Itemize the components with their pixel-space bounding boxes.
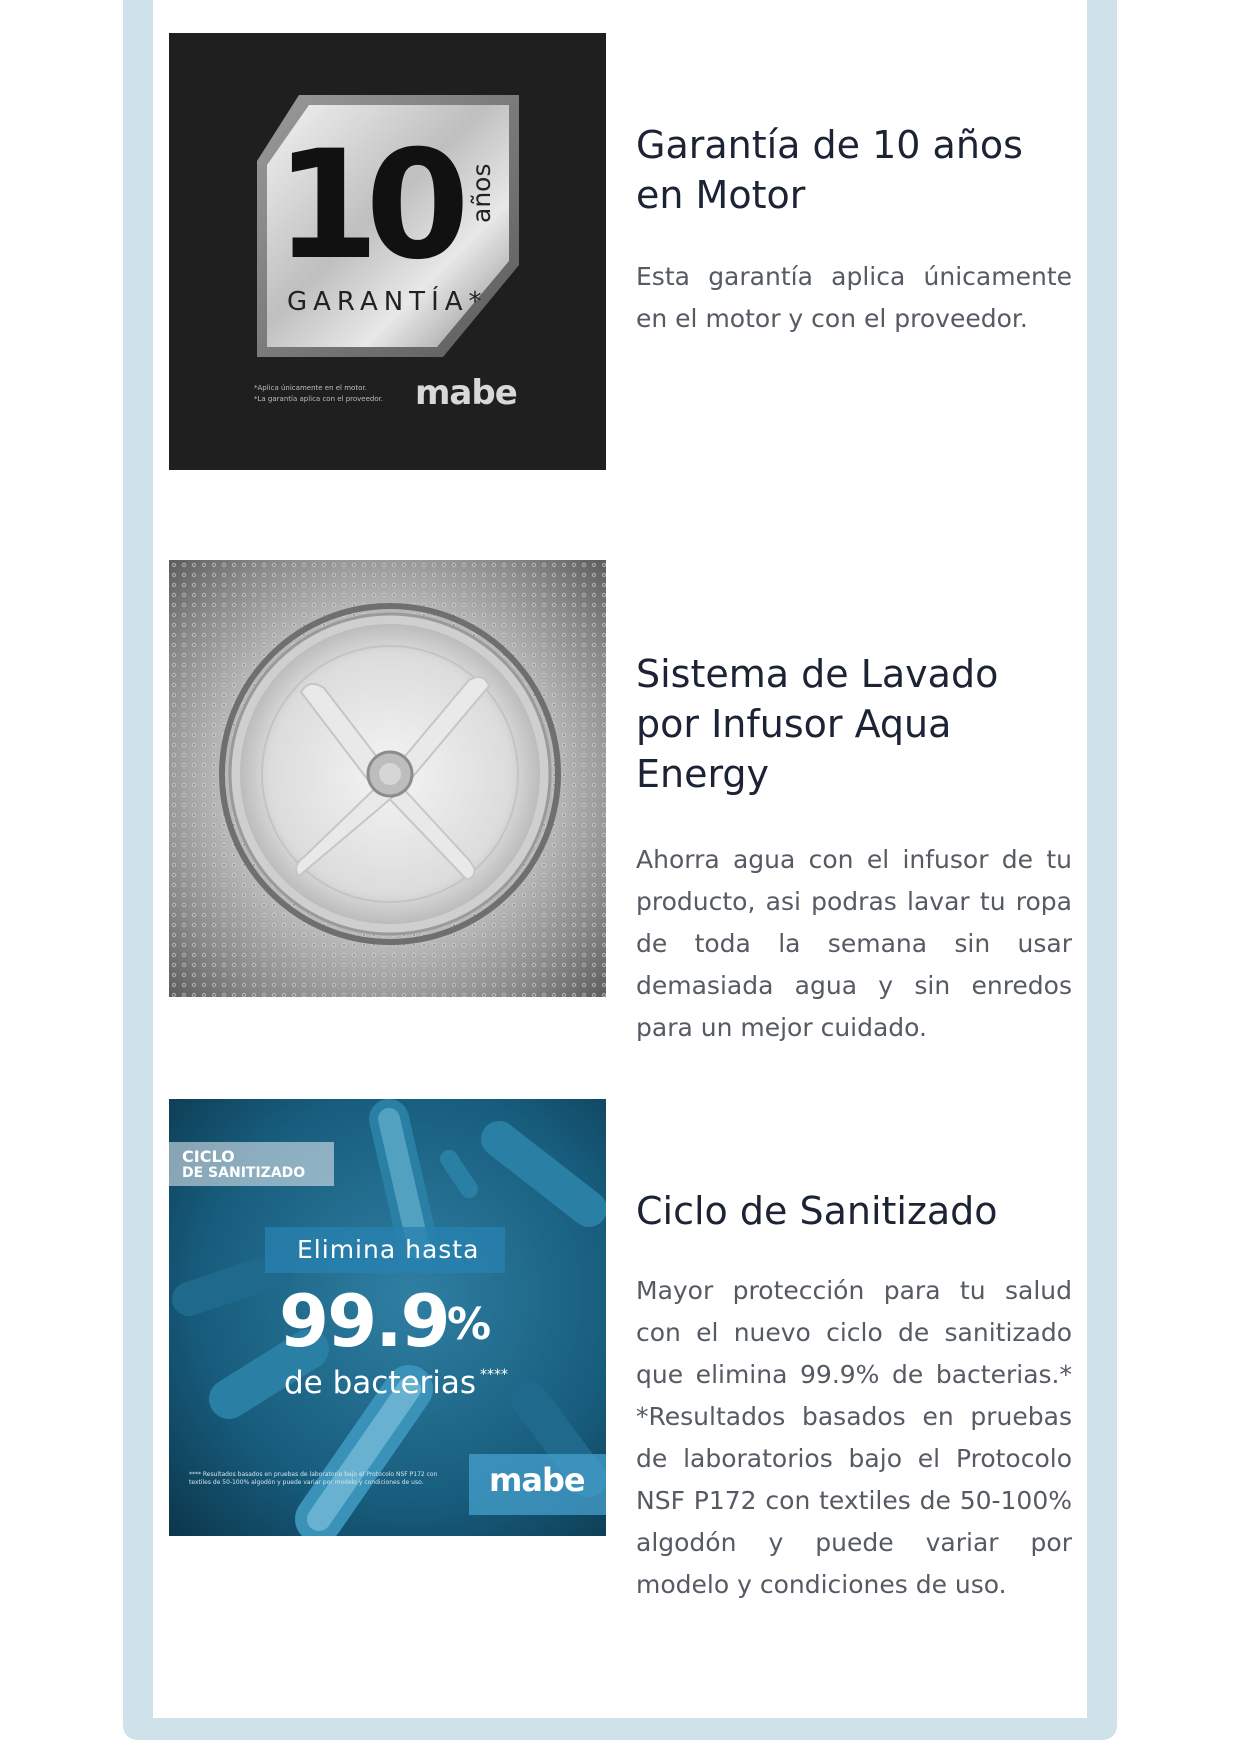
mabe-logo: mabe xyxy=(489,1461,585,1499)
bacteria-label: de bacterias xyxy=(284,1365,477,1401)
feature-title: Sistema de Lavado por Infusor Aqua Energy xyxy=(636,652,999,796)
sanitize-fine-print-1: **** Resultados basados en pruebas de laboratorio bajo el Protocolo NSF P172 con xyxy=(189,1471,438,1478)
feature-aqua-energy-text xyxy=(636,649,1072,1049)
feature-sanitizing-text xyxy=(636,1186,1072,1606)
bacteria-footnote-stars: **** xyxy=(480,1367,508,1383)
feature-title: Garantía de 10 años en Motor xyxy=(636,123,1023,217)
bacteria-image xyxy=(169,1099,606,1536)
warranty-fine-print-1: *Aplica únicamente en el motor. xyxy=(254,384,367,392)
badge-warranty-label: GARANTÍA* xyxy=(287,287,488,317)
badge-number: 10 xyxy=(275,119,456,293)
washer-drum-infusor-icon xyxy=(169,560,606,997)
feature-warranty-text xyxy=(636,120,1072,340)
drum-image xyxy=(169,560,606,997)
feature-description: Mayor protección para tu salud con el nuevo ciclo de sanitizado que elimina 99.9% de bacterias.* *Resultados basados en pruebas de laboratorios bajo el Protocolo NSF P172 con textiles de 50-100% algodón y puede variar por modelo y condiciones de uso. xyxy=(636,1276,1072,1599)
warranty-fine-print-2: *La garantía aplica con el proveedor. xyxy=(254,395,384,403)
warranty-image xyxy=(169,33,606,470)
mabe-logo: mabe xyxy=(415,373,517,413)
eliminates-text: Elimina hasta xyxy=(297,1235,480,1264)
percent-sign: % xyxy=(447,1299,492,1350)
percent-value: 99.9 xyxy=(279,1279,449,1363)
sanitize-tag-line-1: CICLO xyxy=(182,1147,235,1166)
feature-description: Ahorra agua con el infusor de tu producto, asi podras lavar tu ropa de toda la semana sin usar demasiada agua y sin enredos para un mejor cuidado. xyxy=(636,845,1072,1042)
sanitize-fine-print-2: textiles de 50-100% algodón y puede variar por modelo y condiciones de uso. xyxy=(189,1479,424,1486)
feature-description: Esta garantía aplica únicamente en el motor y con el proveedor. xyxy=(636,262,1072,333)
feature-title: Ciclo de Sanitizado xyxy=(636,1189,998,1233)
sanitize-tag-line-2: DE SANITIZADO xyxy=(182,1165,306,1181)
badge-years-label: años xyxy=(467,163,496,223)
